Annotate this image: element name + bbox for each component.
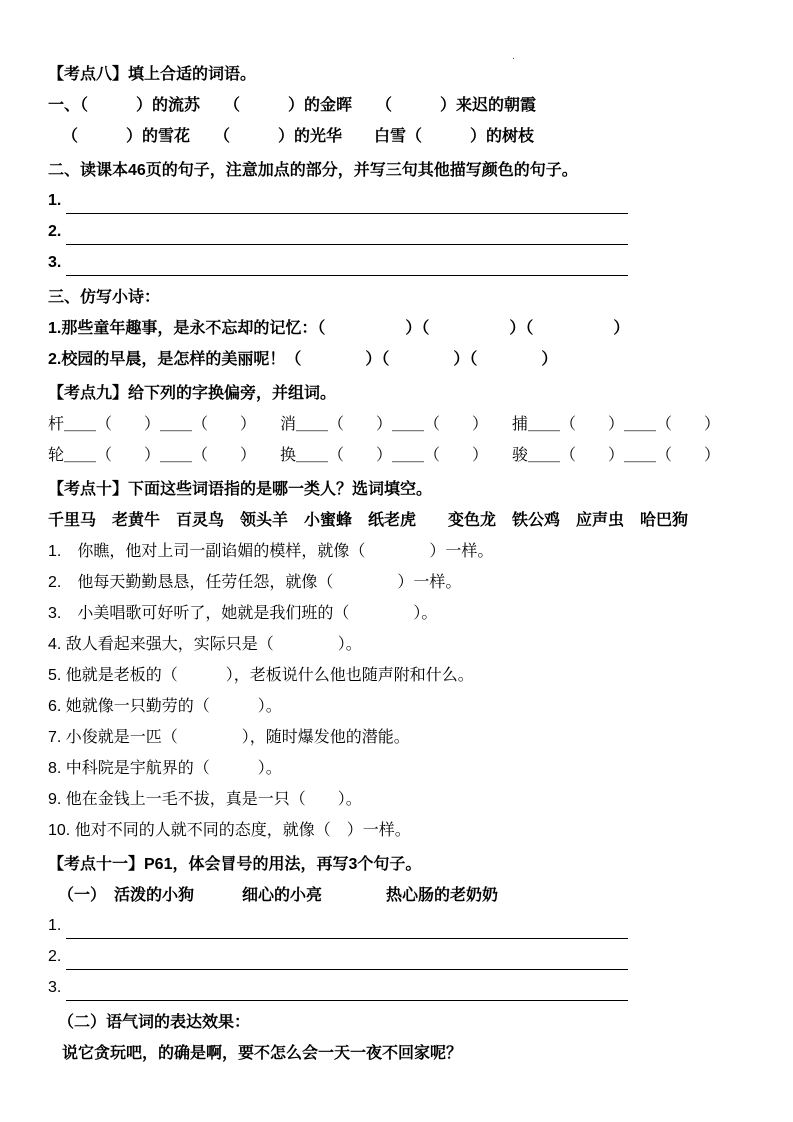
answer-rule [66, 193, 628, 214]
blank-line-number: 2. [48, 948, 62, 965]
section-heading-part-3: 三、仿写小诗： [48, 289, 161, 306]
tone-word-example-sentence: 说它贪玩吧，的确是啊，要不怎么会一天一夜不回家呢？ [62, 1045, 463, 1062]
answer-rule [66, 918, 628, 939]
question-9: 9. 他在金钱上一毛不拔，真是一只（ ）。 [48, 791, 362, 808]
blank-answer-line-1 [48, 183, 745, 214]
blank-answer-line-4 [48, 908, 745, 939]
radical-change-row-2: 轮＿＿（ ）＿＿（ ） 换＿＿（ ）＿＿（ ） 骏＿＿（ ）＿＿（ ） [48, 447, 721, 464]
fill-words-row-2: （ ）的雪花 （ ）的光华 白雪（ ）的树枝 [62, 128, 535, 145]
blank-line-number: 2. [48, 223, 62, 240]
blank-line-number: 1. [48, 917, 62, 934]
blank-answer-line-2 [48, 214, 745, 245]
subsection-heading-tone-words: （二）语气词的表达效果： [58, 1014, 251, 1031]
section-heading-kaodian-8: 【考点八】填上合适的词语。 [48, 66, 257, 83]
question-2: 2. 他每天勤勤恳恳，任劳任怨，就像（ ）一样。 [48, 574, 462, 591]
blank-answer-line-5 [48, 939, 745, 970]
radical-change-row-1: 杆＿＿（ ）＿＿（ ） 消＿＿（ ）＿＿（ ） 捕＿＿（ ）＿＿（ ） [48, 416, 721, 433]
blank-line-number: 3. [48, 979, 62, 996]
blank-answer-line-6 [48, 970, 745, 1001]
blank-answer-line-3 [48, 245, 745, 276]
question-4: 4. 敌人看起来强大，实际只是（ ）。 [48, 636, 362, 653]
answer-rule [66, 949, 628, 970]
word-bank: 千里马 老黄牛 百灵鸟 领头羊 小蜜蜂 纸老虎 变色龙 铁公鸡 应声虫 哈巴狗 [48, 512, 689, 529]
question-8: 8. 中科院是宇航界的（ ）。 [48, 760, 282, 777]
section-heading-kaodian-9: 【考点九】给下列的字换偏旁，并组词。 [48, 385, 337, 402]
question-5: 5. 他就是老板的（ ），老板说什么他也随声附和什么。 [48, 667, 474, 684]
blank-line-number: 3. [48, 254, 62, 271]
question-6: 6. 她就像一只勤劳的（ ）。 [48, 698, 282, 715]
answer-rule [66, 980, 628, 1001]
question-3: 3. 小美唱歌可好听了，她就是我们班的（ ）。 [48, 605, 438, 622]
section-heading-kaodian-10: 【考点十】下面这些词语指的是哪一类人？选词填空。 [48, 481, 433, 498]
question-1: 1. 你瞧，他对上司一副谄媚的模样，就像（ ）一样。 [48, 543, 494, 560]
question-10: 10. 他对不同的人就不同的态度，就像（ ）一样。 [48, 822, 411, 839]
question-7: 7. 小俊就是一匹（ ），随时爆发他的潜能。 [48, 729, 410, 746]
section-heading-kaodian-11: 【考点十一】P61，体会冒号的用法，再写3个句子。 [48, 856, 422, 873]
colon-examples-row: （一） 活泼的小狗 细心的小亮 热心肠的老奶奶 [58, 887, 499, 904]
fill-words-row-1: 一、（ ）的流苏 （ ）的金晖 （ ）来迟的朝霞 [48, 97, 537, 114]
blank-line-number: 1. [48, 192, 62, 209]
answer-rule [66, 255, 628, 276]
section-heading-part-2: 二、读课本46页的句子，注意加点的部分，并写三句其他描写颜色的句子。 [48, 162, 578, 179]
answer-rule [66, 224, 628, 245]
poem-imitation-1: 1.那些童年趣事，是永不忘却的记忆：（ ）（ ）（ ） [48, 320, 630, 337]
stray-mark: . [512, 50, 516, 62]
poem-imitation-2: 2.校园的早晨，是怎样的美丽呢！（ ）（ ）（ ） [48, 351, 558, 368]
